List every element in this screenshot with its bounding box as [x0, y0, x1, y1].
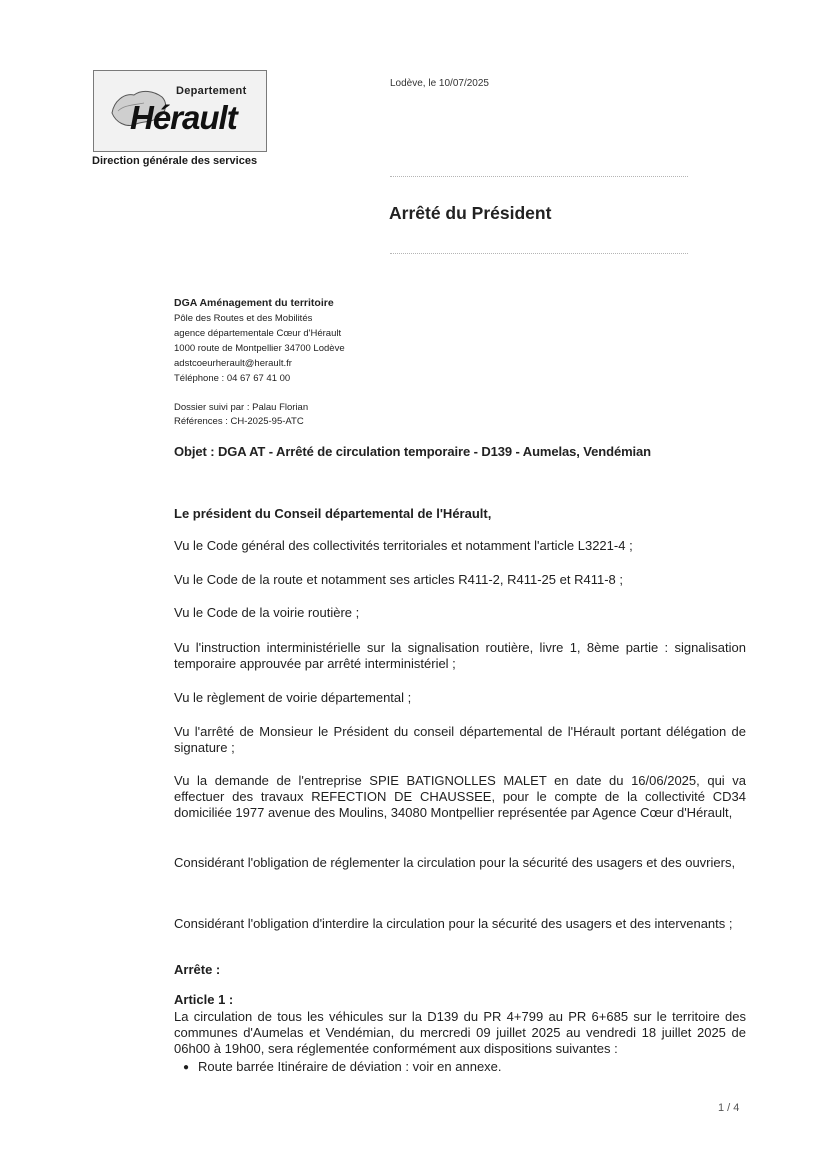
paragraph-vu-cgct: Vu le Code général des collectivités territoriales et notamment l'article L3221-4 ;: [174, 538, 633, 553]
logo-name: Hérault: [130, 99, 237, 136]
bullet-text: Route barrée Itinéraire de déviation : voir en annexe.: [198, 1059, 502, 1074]
direction-label: Direction générale des services: [92, 155, 258, 167]
sender-email: adstcoeurherault@herault.fr: [174, 358, 292, 369]
arrete-heading: Arrête :: [174, 962, 221, 977]
paragraph-vu-route: Vu le Code de la route et notamment ses articles R411-2, R411-25 et R411-8 ;: [174, 572, 623, 587]
sender-line: Pôle des Routes et des Mobilités: [174, 313, 313, 324]
dossier-block: [174, 401, 308, 429]
sender-line: 1000 route de Montpellier 34700 Lodève: [174, 343, 345, 354]
title-rule-top: [390, 176, 688, 177]
paragraph-vu-voirie: Vu le Code de la voirie routière ;: [174, 605, 360, 620]
sender-line: agence départementale Cœur d'Hérault: [174, 328, 342, 339]
paragraph-considerant-1: Considérant l'obligation de réglementer la circulation pour la sécurité des usagers et des ouvriers,: [174, 855, 736, 870]
document-title: Arrêté du Président: [389, 203, 552, 223]
sender-org: DGA Aménagement du territoire: [174, 297, 334, 309]
sender-phone: Téléphone : 04 67 67 41 00: [174, 373, 291, 384]
article-1-bullet: [183, 1059, 502, 1076]
paragraph-vu-arrete: Vu l'arrêté de Monsieur le Président du conseil départemental de l'Hérault portant délégation de signature ;: [174, 724, 746, 755]
paragraph-vu-demande: Vu la demande de l'entreprise SPIE BATIGNOLLES MALET en date du 16/06/2025, qui va effectuer des travaux REFECTION DE CHAUSSEE, pour le compte de la collectivité CD34 domiciliée 1977 avenue des Moulins, 34080 Montpellier représentée par Agence Cœur d'Hérault,: [174, 773, 746, 820]
bullet-icon: ●: [183, 1062, 190, 1073]
document-date: Lodève, le 10/07/2025: [390, 78, 489, 89]
dossier-references: Références : CH-2025-95-ATC: [174, 416, 304, 427]
dossier-followed-by: Dossier suivi par : Palau Florian: [174, 402, 309, 413]
sender-block: [174, 296, 345, 386]
paragraph-vu-instruction: Vu l'instruction interministérielle sur la signalisation routière, livre 1, 8ème partie : signalisation temporaire approuvée par arrêté interministériel ;: [174, 640, 746, 671]
paragraph-vu-reglement: Vu le règlement de voirie départemental ;: [174, 690, 412, 705]
paragraph-considerant-2: Considérant l'obligation d'interdire la circulation pour la sécurité des usagers et des intervenants ;: [174, 916, 733, 931]
title-rule-bottom: [390, 253, 688, 254]
department-logo: [93, 70, 267, 152]
president-heading: Le président du Conseil départemental de l'Hérault,: [174, 506, 492, 521]
page-number: 1 / 4: [718, 1102, 740, 1114]
article-1-text: La circulation de tous les véhicules sur la D139 du PR 4+799 au PR 6+685 sur le territoire des communes d'Aumelas et Vendémian, du mercredi 09 juillet 2025 au vendredi 18 juillet 2025 de 06h00 à 19h00, sera réglementée conformément aux dispositions suivantes :: [174, 1009, 746, 1056]
article-1-title: Article 1 :: [174, 992, 234, 1007]
subject-line: Objet : DGA AT - Arrêté de circulation temporaire - D139 - Aumelas, Vendémian: [174, 444, 652, 459]
logo-department-label: Departement: [176, 85, 247, 97]
